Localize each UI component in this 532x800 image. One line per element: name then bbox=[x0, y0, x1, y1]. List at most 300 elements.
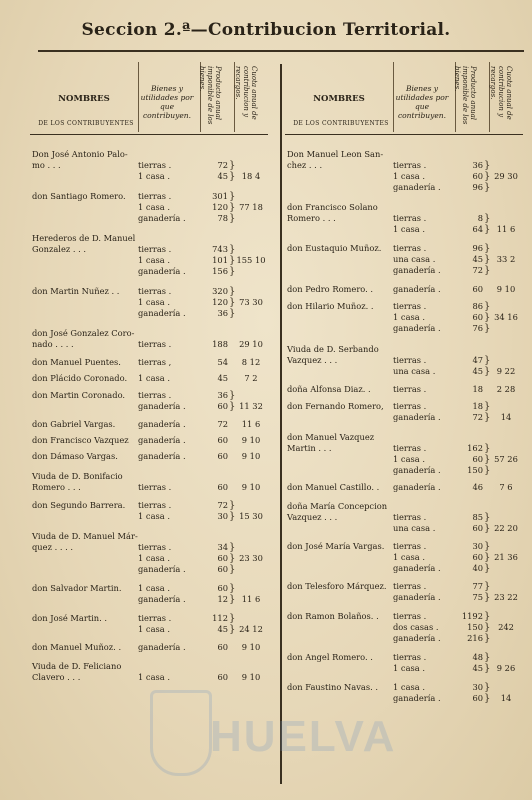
entry-line bbox=[285, 401, 523, 412]
contributor-name: nado . . . . bbox=[32, 339, 74, 349]
contributor-name: Gonzalez . . . bbox=[32, 244, 87, 254]
contributor-name: don Plácido Coronado. bbox=[32, 373, 128, 383]
property-item: tierras . bbox=[393, 384, 427, 394]
entry-line bbox=[285, 581, 523, 592]
contributor-entry bbox=[285, 149, 523, 193]
header-bienes: Bienes y utilidades por que contribuyen. bbox=[395, 84, 449, 120]
product-value: 75 bbox=[472, 592, 483, 602]
property-item: ganadería . bbox=[393, 693, 441, 703]
entry-line bbox=[285, 541, 523, 552]
entry-line bbox=[30, 244, 268, 255]
contributor-name: Don José Antonio Palo- bbox=[32, 149, 128, 159]
entry-line bbox=[30, 542, 268, 553]
property-item: 1 casa . bbox=[138, 171, 170, 181]
product-value: 45 bbox=[472, 366, 483, 376]
product-value: 60 bbox=[472, 523, 483, 533]
property-item: tierras . bbox=[138, 160, 172, 170]
entry-line bbox=[30, 202, 268, 213]
brace-mark: } bbox=[484, 213, 491, 224]
entry-line bbox=[30, 672, 268, 683]
entry-line bbox=[285, 202, 523, 213]
contributor-name: don José Martin. . bbox=[32, 613, 108, 623]
entry-line bbox=[30, 451, 268, 462]
property-item: ganadería . bbox=[138, 419, 186, 429]
property-item: tierras . bbox=[138, 244, 172, 254]
property-item: ganadería . bbox=[138, 308, 186, 318]
contributor-entry bbox=[30, 357, 268, 368]
property-item: 1 casa . bbox=[138, 672, 170, 682]
product-value: 46 bbox=[472, 482, 483, 492]
entry-line bbox=[285, 312, 523, 323]
quota-value: 14 bbox=[500, 693, 512, 703]
contributor-entry bbox=[30, 149, 268, 182]
contributor-name: quez . . . . bbox=[32, 542, 74, 552]
brace-mark: } bbox=[229, 564, 236, 575]
brace-mark: } bbox=[484, 312, 491, 323]
brace-mark: } bbox=[229, 500, 236, 511]
quota-value: 33 2 bbox=[496, 254, 516, 264]
entry-line bbox=[30, 624, 268, 635]
quota-value: 57 26 bbox=[494, 454, 518, 464]
product-value: 12 bbox=[217, 594, 228, 604]
quota-value: 9 22 bbox=[496, 366, 516, 376]
contributor-entry bbox=[285, 384, 523, 395]
brace-mark: } bbox=[229, 624, 236, 635]
property-item: tierras . bbox=[393, 355, 427, 365]
property-item: 1 casa . bbox=[393, 171, 425, 181]
product-value: 45 bbox=[472, 254, 483, 264]
brace-mark: } bbox=[484, 523, 491, 534]
contributor-name: don Fernando Romero, bbox=[287, 401, 384, 411]
entry-line bbox=[285, 523, 523, 534]
contributor-name: Vazquez . . . bbox=[287, 355, 338, 365]
contributor-name: don Angel Romero. . bbox=[287, 652, 373, 662]
right-rows bbox=[285, 149, 523, 704]
brace-mark: } bbox=[484, 652, 491, 663]
property-item: 1 casa . bbox=[393, 552, 425, 562]
property-item: tierras . bbox=[393, 401, 427, 411]
property-item: ganadería . bbox=[393, 465, 441, 475]
property-item: 1 casa . bbox=[393, 663, 425, 673]
property-item: ganadería . bbox=[138, 594, 186, 604]
brace-mark: } bbox=[229, 542, 236, 553]
entry-line bbox=[285, 501, 523, 512]
brace-mark: } bbox=[229, 286, 236, 297]
right-header bbox=[285, 62, 523, 135]
brace-mark: } bbox=[484, 160, 491, 171]
product-value: 72 bbox=[472, 265, 483, 275]
property-item: tierras . bbox=[393, 581, 427, 591]
product-value: 60 bbox=[472, 312, 483, 322]
product-value: 60 bbox=[217, 482, 228, 492]
contributor-name: don José Gonzalez Coro- bbox=[32, 328, 135, 338]
brace-mark: } bbox=[484, 355, 491, 366]
product-value: 45 bbox=[217, 171, 228, 181]
contributor-entry bbox=[285, 243, 523, 276]
property-item: tierras . bbox=[393, 611, 427, 621]
product-value: 30 bbox=[472, 682, 483, 692]
product-value: 60 bbox=[217, 435, 228, 445]
brace-mark: } bbox=[229, 553, 236, 564]
quota-value: 242 bbox=[498, 622, 514, 632]
product-value: 45 bbox=[217, 624, 228, 634]
property-item: 1 casa . bbox=[393, 682, 425, 692]
contributor-entry bbox=[30, 328, 268, 350]
property-item: 1 casa . bbox=[393, 454, 425, 464]
header-nombres: NOMBRES bbox=[313, 94, 365, 104]
contributor-entry bbox=[285, 541, 523, 574]
property-item: ganadería . bbox=[393, 284, 441, 294]
contributor-name: don Segundo Barrera. bbox=[32, 500, 126, 510]
property-item: tierras . bbox=[393, 443, 427, 453]
property-item: ganadería . bbox=[138, 213, 186, 223]
brace-mark: } bbox=[484, 182, 491, 193]
entry-line bbox=[285, 611, 523, 622]
entry-line bbox=[285, 243, 523, 254]
contributor-name: chez . . . bbox=[287, 160, 323, 170]
contributor-name: don Faustino Navas. . bbox=[287, 682, 379, 692]
contributor-name: don Martin Nuñez . . bbox=[32, 286, 120, 296]
brace-mark: } bbox=[229, 255, 236, 266]
entry-line bbox=[30, 266, 268, 277]
property-item: ganadería . bbox=[393, 323, 441, 333]
contributor-name: don Santiago Romero. bbox=[32, 191, 126, 201]
property-item: tierras . bbox=[393, 541, 427, 551]
product-value: 112 bbox=[212, 613, 228, 623]
property-item: tierras . bbox=[393, 160, 427, 170]
contributor-entry bbox=[30, 642, 268, 653]
brace-mark: } bbox=[484, 693, 491, 704]
brace-mark: } bbox=[484, 581, 491, 592]
entry-line bbox=[285, 592, 523, 603]
entry-line bbox=[285, 213, 523, 224]
entry-line bbox=[30, 233, 268, 244]
brace-mark: } bbox=[229, 191, 236, 202]
brace-mark: } bbox=[484, 633, 491, 644]
brace-mark: } bbox=[229, 297, 236, 308]
brace-mark: } bbox=[229, 613, 236, 624]
product-value: 60 bbox=[472, 552, 483, 562]
brace-mark: } bbox=[484, 465, 491, 476]
quota-value: 9 10 bbox=[241, 435, 261, 445]
entry-line bbox=[30, 511, 268, 522]
product-value: 18 bbox=[472, 384, 483, 394]
quota-value: 8 12 bbox=[241, 357, 261, 367]
brace-mark: } bbox=[229, 213, 236, 224]
product-value: 216 bbox=[467, 633, 483, 643]
property-item: 1 casa . bbox=[138, 624, 170, 634]
entry-line bbox=[30, 373, 268, 384]
entry-line bbox=[30, 594, 268, 605]
contributor-name: Romero . . . bbox=[32, 482, 81, 492]
entry-line bbox=[285, 552, 523, 563]
contributor-name: Viuda de D. Manuel Már- bbox=[32, 531, 138, 541]
property-item: 1 casa . bbox=[138, 511, 170, 521]
product-value: 72 bbox=[472, 412, 483, 422]
product-value: 150 bbox=[467, 465, 483, 475]
contributor-name: don Manuel Vazquez bbox=[287, 432, 375, 442]
quota-value: 24 12 bbox=[239, 624, 263, 634]
brace-mark: } bbox=[229, 583, 236, 594]
entry-line bbox=[285, 465, 523, 476]
product-value: 60 bbox=[217, 583, 228, 593]
contributor-name: mo . . . bbox=[32, 160, 61, 170]
product-value: 72 bbox=[217, 160, 228, 170]
entry-line bbox=[30, 471, 268, 482]
contributor-entry bbox=[30, 661, 268, 683]
archive-seal bbox=[150, 690, 212, 776]
product-value: 60 bbox=[217, 451, 228, 461]
contributor-entry bbox=[285, 581, 523, 603]
property-item: una casa . bbox=[393, 523, 436, 533]
property-item: 1 casa . bbox=[138, 553, 170, 563]
brace-mark: } bbox=[484, 563, 491, 574]
product-value: 86 bbox=[472, 301, 483, 311]
header-producto: Producto anual imponible de los bienes. bbox=[453, 66, 477, 125]
entry-line bbox=[285, 622, 523, 633]
product-value: 40 bbox=[472, 563, 483, 573]
property-item: ganadería . bbox=[138, 564, 186, 574]
contributor-name: Clavero . . . bbox=[32, 672, 81, 682]
quota-value: 21 36 bbox=[494, 552, 518, 562]
property-item: ganadería . bbox=[138, 266, 186, 276]
contributor-entry bbox=[30, 613, 268, 635]
entry-line bbox=[30, 171, 268, 182]
contributor-entry bbox=[30, 286, 268, 319]
entry-line bbox=[285, 693, 523, 704]
entry-line bbox=[285, 454, 523, 465]
contributor-name: don Hilario Muñoz. . bbox=[287, 301, 374, 311]
header-de-los: DE LOS CONTRIBUYENTES bbox=[293, 120, 389, 127]
contributor-entry bbox=[285, 344, 523, 377]
property-item: tierras . bbox=[138, 542, 172, 552]
property-item: tierras , bbox=[138, 357, 172, 367]
property-item: ganadería . bbox=[393, 482, 441, 492]
entry-line bbox=[30, 500, 268, 511]
entry-line bbox=[30, 191, 268, 202]
product-value: 162 bbox=[467, 443, 483, 453]
quota-value: 34 16 bbox=[494, 312, 518, 322]
quota-value: 15 30 bbox=[239, 511, 263, 521]
product-value: 45 bbox=[217, 373, 228, 383]
brace-mark: } bbox=[484, 265, 491, 276]
property-item: ganadería . bbox=[138, 401, 186, 411]
entry-line bbox=[30, 308, 268, 319]
property-item: tierras . bbox=[138, 500, 172, 510]
entry-line bbox=[285, 432, 523, 443]
quota-value: 11 6 bbox=[241, 594, 261, 604]
product-value: 54 bbox=[217, 357, 228, 367]
contributor-entry bbox=[285, 682, 523, 704]
property-item: 1 casa . bbox=[138, 255, 170, 265]
contributor-entry bbox=[30, 191, 268, 224]
brace-mark: } bbox=[484, 512, 491, 523]
property-item: 1 casa . bbox=[138, 297, 170, 307]
property-item: 1 casa . bbox=[138, 373, 170, 383]
entry-line bbox=[285, 563, 523, 574]
entry-line bbox=[30, 286, 268, 297]
contributor-entry bbox=[285, 432, 523, 476]
page-title: Seccion 2.ª—Contribucion Territorial. bbox=[81, 20, 451, 40]
property-item: tierras . bbox=[138, 191, 172, 201]
product-value: 60 bbox=[217, 401, 228, 411]
property-item: tierras . bbox=[393, 213, 427, 223]
header-nombres: NOMBRES bbox=[58, 94, 110, 104]
entry-line bbox=[30, 482, 268, 493]
product-value: 743 bbox=[212, 244, 228, 254]
brace-mark: } bbox=[229, 511, 236, 522]
product-value: 96 bbox=[472, 243, 483, 253]
property-item: 1 casa . bbox=[393, 312, 425, 322]
entry-line bbox=[285, 512, 523, 523]
product-value: 36 bbox=[217, 308, 228, 318]
entry-line bbox=[285, 171, 523, 182]
entry-line bbox=[285, 682, 523, 693]
product-value: 18 bbox=[472, 401, 483, 411]
contributor-entry bbox=[30, 583, 268, 605]
entry-line bbox=[285, 323, 523, 334]
product-value: 150 bbox=[467, 622, 483, 632]
contributor-name: don José María Vargas. bbox=[287, 541, 385, 551]
contributor-name: Martin . . . bbox=[287, 443, 332, 453]
product-value: 60 bbox=[217, 564, 228, 574]
brace-mark: } bbox=[484, 622, 491, 633]
property-item: ganadería . bbox=[393, 563, 441, 573]
brace-mark: } bbox=[484, 243, 491, 254]
quota-value: 22 20 bbox=[494, 523, 518, 533]
contributor-name: don Telesforo Márquez. bbox=[287, 581, 387, 591]
quota-value: 77 18 bbox=[239, 202, 263, 212]
product-value: 188 bbox=[212, 339, 228, 349]
product-value: 30 bbox=[217, 511, 228, 521]
quota-value: 2 28 bbox=[496, 384, 516, 394]
product-value: 60 bbox=[217, 553, 228, 563]
product-value: 8 bbox=[477, 213, 483, 223]
brace-mark: } bbox=[484, 224, 491, 235]
contributor-entry bbox=[285, 284, 523, 295]
product-value: 60 bbox=[472, 454, 483, 464]
quota-value: 11 6 bbox=[496, 224, 516, 234]
property-item: tierras . bbox=[138, 613, 172, 623]
contributor-entry bbox=[30, 471, 268, 493]
brace-mark: } bbox=[229, 266, 236, 277]
contributor-entry bbox=[285, 501, 523, 534]
product-value: 60 bbox=[217, 672, 228, 682]
quota-value: 23 30 bbox=[239, 553, 263, 563]
brace-mark: } bbox=[484, 171, 491, 182]
header-bienes: Bienes y utilidades por que contribuyen. bbox=[140, 84, 194, 120]
property-item: tierras . bbox=[393, 512, 427, 522]
watermark: HUELVA bbox=[210, 712, 397, 761]
entry-line bbox=[30, 255, 268, 266]
contributor-name: Don Manuel Leon San- bbox=[287, 149, 384, 159]
entry-line bbox=[285, 443, 523, 454]
property-item: tierras . bbox=[138, 390, 172, 400]
brace-mark: } bbox=[229, 401, 236, 412]
entry-line bbox=[285, 384, 523, 395]
quota-value: 14 bbox=[500, 412, 512, 422]
column-divider bbox=[280, 64, 282, 784]
entry-line bbox=[30, 339, 268, 350]
contributor-name: don Dámaso Vargas. bbox=[32, 451, 118, 461]
contributor-entry bbox=[285, 482, 523, 493]
contributor-name: don Francisco Vazquez bbox=[32, 435, 129, 445]
quota-value: 29 30 bbox=[494, 171, 518, 181]
quota-value: 9 10 bbox=[241, 482, 261, 492]
quota-value: 29 10 bbox=[239, 339, 263, 349]
entry-line bbox=[285, 301, 523, 312]
product-value: 36 bbox=[217, 390, 228, 400]
header-de-los: DE LOS CONTRIBUYENTES bbox=[38, 120, 134, 127]
product-value: 60 bbox=[472, 693, 483, 703]
contributor-name: doña María Concepcion bbox=[287, 501, 388, 511]
entry-line bbox=[30, 213, 268, 224]
entry-line bbox=[285, 652, 523, 663]
entry-line bbox=[285, 224, 523, 235]
contributor-name: Viuda de D. Feliciano bbox=[32, 661, 122, 671]
quota-value: 7 6 bbox=[499, 482, 513, 492]
product-value: 60 bbox=[472, 171, 483, 181]
brace-mark: } bbox=[484, 443, 491, 454]
property-item: una casa . bbox=[393, 366, 436, 376]
contributor-name: don Eustaquio Muñoz. bbox=[287, 243, 382, 253]
contributor-name: Romero . . . bbox=[287, 213, 336, 223]
property-item: ganadería . bbox=[393, 182, 441, 192]
brace-mark: } bbox=[484, 592, 491, 603]
left-column bbox=[30, 62, 268, 683]
property-item: tierras . bbox=[393, 301, 427, 311]
entry-line bbox=[285, 355, 523, 366]
contributor-name: don Manuel Castillo. . bbox=[287, 482, 380, 492]
quota-value: 11 32 bbox=[239, 401, 263, 411]
property-item: 1 casa . bbox=[138, 202, 170, 212]
product-value: 76 bbox=[472, 323, 483, 333]
brace-mark: } bbox=[484, 412, 491, 423]
entry-line bbox=[30, 160, 268, 171]
entry-line bbox=[30, 357, 268, 368]
contributor-entry bbox=[30, 531, 268, 575]
quota-value: 18 4 bbox=[241, 171, 261, 181]
left-rows bbox=[30, 149, 268, 683]
brace-mark: } bbox=[484, 323, 491, 334]
product-value: 120 bbox=[212, 202, 228, 212]
contributor-name: don Manuel Puentes. bbox=[32, 357, 121, 367]
brace-mark: } bbox=[229, 390, 236, 401]
brace-mark: } bbox=[484, 254, 491, 265]
entry-line bbox=[285, 182, 523, 193]
quota-value: 9 10 bbox=[496, 284, 516, 294]
product-value: 36 bbox=[472, 160, 483, 170]
entry-line bbox=[30, 435, 268, 446]
brace-mark: } bbox=[484, 401, 491, 412]
contributor-entry bbox=[285, 611, 523, 644]
product-value: 30 bbox=[472, 541, 483, 551]
entry-line bbox=[285, 663, 523, 674]
product-value: 72 bbox=[217, 419, 228, 429]
contributor-entry bbox=[30, 419, 268, 430]
contributor-entry bbox=[285, 652, 523, 674]
entry-line bbox=[30, 564, 268, 575]
contributor-name: Viuda de D. Bonifacio bbox=[32, 471, 123, 481]
product-value: 34 bbox=[217, 542, 228, 552]
contributor-name: don Gabriel Vargas. bbox=[32, 419, 116, 429]
title-rule bbox=[38, 50, 524, 52]
property-item: 1 casa . bbox=[393, 224, 425, 234]
quota-value: 7 2 bbox=[244, 373, 258, 383]
product-value: 1192 bbox=[461, 611, 483, 621]
entry-line bbox=[30, 531, 268, 542]
entry-line bbox=[285, 160, 523, 171]
